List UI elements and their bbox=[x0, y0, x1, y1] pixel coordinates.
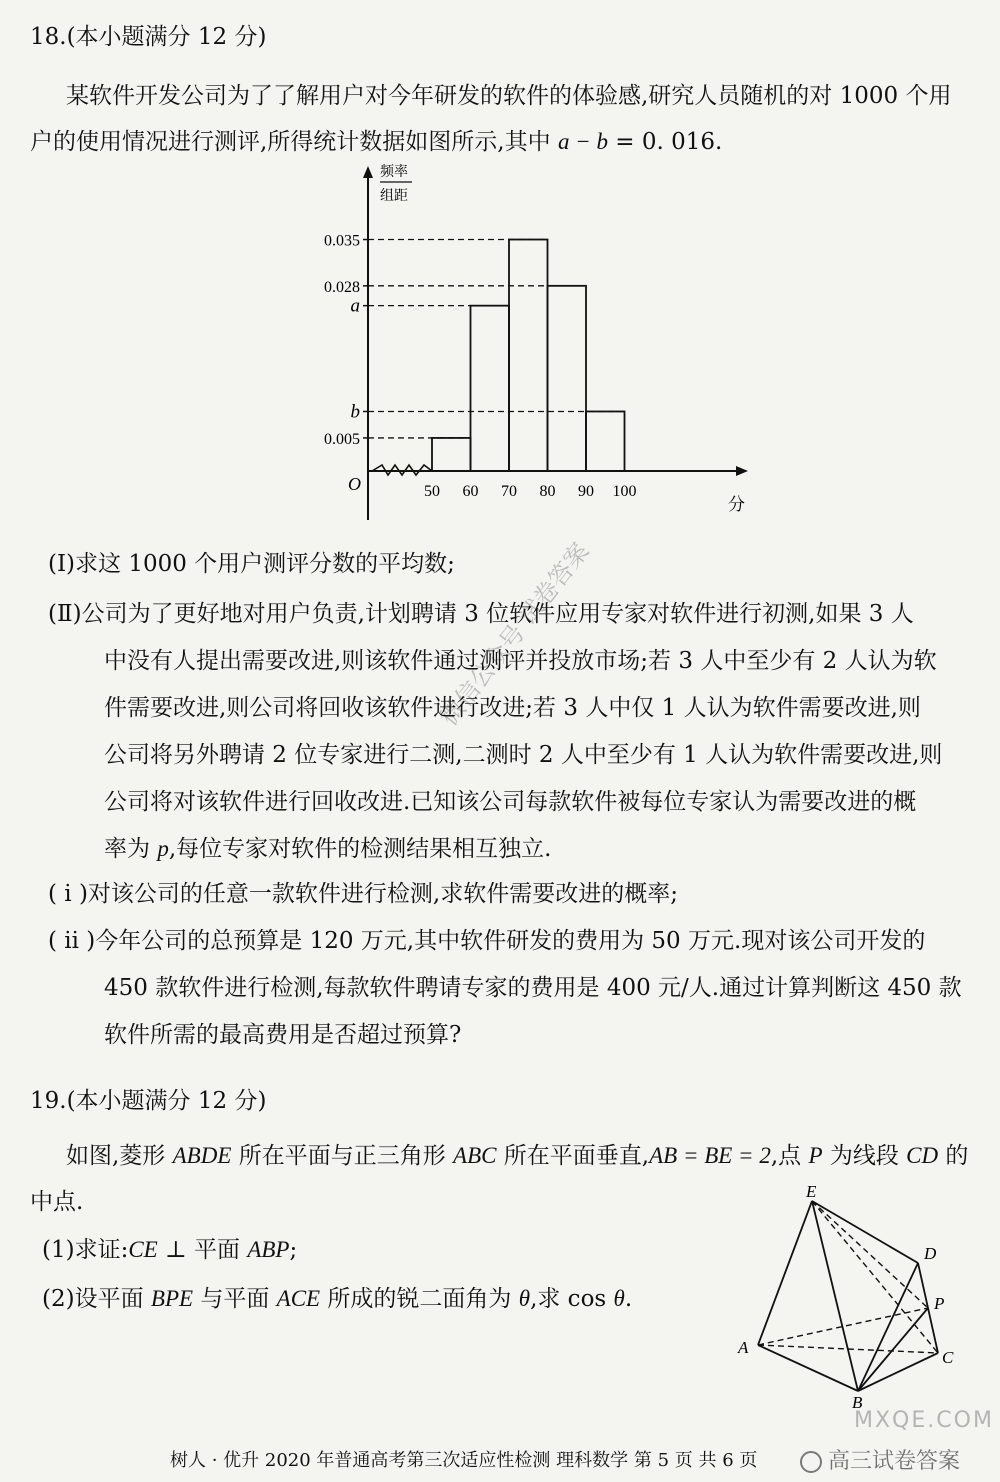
point-label-P: P bbox=[934, 1294, 945, 1313]
q18-part2-line5: 公司将对该软件进行回收改进.已知该公司每款软件被每位专家认为需要改进的概 bbox=[104, 789, 917, 815]
y-tick-label-0.035: 0.035 bbox=[324, 232, 360, 250]
diagonal-watermark: 微信公众号 试卷答案 bbox=[434, 537, 595, 731]
q19-p1-b: ⊥ 平面 bbox=[157, 1237, 248, 1263]
q19-abc: ABC bbox=[453, 1143, 497, 1168]
q18-score-note: (本小题满分 12 分) bbox=[66, 24, 267, 50]
x-axis-arrow bbox=[736, 466, 748, 476]
q18-intro-value: = 0. 016. bbox=[607, 129, 723, 155]
q19-part1 bbox=[42, 1226, 297, 1274]
q18-intro-text: 户的使用情况进行测评,所得统计数据如图所示,其中 bbox=[30, 129, 558, 155]
histogram-bar-90-100 bbox=[586, 411, 625, 471]
histogram-bar-70-80 bbox=[509, 240, 548, 471]
edge-AB bbox=[758, 1345, 858, 1391]
q19-eq: AB = BE = 2 bbox=[649, 1143, 771, 1168]
page-footer: 树人 · 优升 2020 年普通高考第三次适应性检测 理科数学 第 5 页 共 6 页 bbox=[170, 1450, 758, 1471]
q19-p1-ce: CE bbox=[128, 1237, 158, 1262]
y-tick-label-a: a bbox=[350, 295, 360, 317]
y-label-top: 频率 bbox=[380, 165, 408, 180]
x-tick-label-90: 90 bbox=[578, 483, 594, 500]
q18-sub2-line3: 软件所需的最高费用是否超过预算? bbox=[104, 1022, 462, 1048]
watermark-corner-label: 高三试卷答案 bbox=[828, 1449, 961, 1474]
q19-p2-theta: θ bbox=[518, 1286, 531, 1311]
histogram-bar-50-60 bbox=[432, 438, 471, 471]
q18-part2-p: p bbox=[157, 836, 169, 861]
q19-p2-a: (2)设平面 bbox=[42, 1286, 151, 1312]
q18-part2-line4: 公司将另外聘请 2 位专家进行二测,二测时 2 人中至少有 1 人认为软件需要改进,则 bbox=[104, 742, 943, 768]
x-tick-label-50: 50 bbox=[424, 483, 440, 500]
histogram-chart bbox=[300, 160, 760, 530]
q18-number: 18. bbox=[30, 24, 67, 50]
q18-intro-line1: 某软件开发公司为了了解用户对今年研发的软件的体验感,研究人员随机的对 1000 个用 bbox=[66, 83, 952, 109]
origin-label: O bbox=[348, 474, 361, 494]
q19-abde: ABDE bbox=[172, 1143, 232, 1168]
q19-p1-a: (1)求证: bbox=[42, 1237, 129, 1263]
q19-p: P bbox=[808, 1143, 823, 1168]
x-tick-label-60: 60 bbox=[462, 483, 479, 500]
q19-t6: 的 bbox=[938, 1143, 969, 1169]
edge-ED bbox=[812, 1201, 918, 1263]
q18-part2-line1: (Ⅱ)公司为了更好地对用户负责,计划聘请 3 位软件应用专家对软件进行初测,如果 3 人 bbox=[48, 601, 914, 627]
edge-BC bbox=[858, 1353, 938, 1391]
q18-sub2-line1: ( ⅱ )今年公司的总预算是 120 万元,其中软件研发的费用为 50 万元.现对该公司开发的 bbox=[48, 928, 926, 954]
wechat-icon bbox=[800, 1451, 822, 1473]
q19-t5: 为线段 bbox=[822, 1143, 907, 1169]
watermark-corner-text bbox=[800, 1444, 960, 1475]
x-axis-label: 分 bbox=[728, 495, 745, 514]
point-label-C: C bbox=[942, 1348, 954, 1367]
q18-part1: (Ⅰ)求这 1000 个用户测评分数的平均数; bbox=[48, 551, 455, 577]
point-label-A: A bbox=[738, 1338, 749, 1357]
q18-header bbox=[30, 18, 266, 51]
point-label-D: D bbox=[924, 1244, 937, 1263]
watermark-site-text: MXQE.COM bbox=[854, 1408, 994, 1433]
q19-p2-ace: ACE bbox=[276, 1286, 321, 1311]
y-tick-label-0.005: 0.005 bbox=[324, 430, 360, 448]
q19-p2-d: ,求 cos bbox=[530, 1286, 614, 1312]
q19-score-note: (本小题满分 12 分) bbox=[66, 1088, 267, 1114]
x-tick-label-70: 70 bbox=[501, 483, 517, 500]
y-axis-arrow bbox=[363, 166, 373, 178]
point-label-E: E bbox=[806, 1185, 817, 1201]
y-tick-label-0.028: 0.028 bbox=[324, 278, 360, 296]
corner-watermark bbox=[800, 1408, 994, 1480]
q19-p2-bpe: BPE bbox=[150, 1286, 194, 1311]
q18-part2-line6 bbox=[104, 825, 551, 873]
q18-part2-text-a: 率为 bbox=[104, 836, 158, 862]
q19-cd: CD bbox=[906, 1143, 939, 1168]
q18-part2-line2: 中没有人提出需要改进,则该软件通过测评并投放市场;若 3 人中至少有 2 人认为软 bbox=[104, 648, 937, 674]
q19-intro-line1 bbox=[66, 1132, 968, 1180]
q18-sub1: ( ⅰ )对该公司的任意一款软件进行检测,求软件需要改进的概率; bbox=[48, 881, 678, 907]
y-tick-label-b: b bbox=[350, 401, 360, 423]
edge-DB bbox=[858, 1263, 918, 1391]
q18-part2-line3: 件需要改进,则公司将回收该软件进行改进;若 3 人中仅 1 人认为软件需要改进,则 bbox=[104, 695, 921, 721]
geometry-figure bbox=[730, 1185, 970, 1410]
edge-EB bbox=[812, 1201, 858, 1391]
q18-part2-text-b: ,每位专家对软件的检测结果相互独立. bbox=[168, 836, 552, 862]
q18-intro-formula: a − b bbox=[557, 129, 608, 154]
q19-p2-e: . bbox=[624, 1286, 633, 1312]
q19-p1-abp: ABP bbox=[247, 1237, 290, 1262]
histogram-bar-60-70 bbox=[471, 306, 510, 471]
point-label-B: B bbox=[852, 1393, 863, 1410]
q19-part2 bbox=[42, 1275, 632, 1323]
x-tick-label-80: 80 bbox=[539, 483, 556, 500]
x-tick-label-100: 100 bbox=[612, 483, 637, 500]
q19-t4: ,点 bbox=[770, 1143, 809, 1169]
q19-t3: 所在平面垂直, bbox=[496, 1143, 650, 1169]
q19-number: 19. bbox=[30, 1088, 67, 1114]
q19-t2: 所在平面与正三角形 bbox=[231, 1143, 454, 1169]
y-label-bottom: 组距 bbox=[380, 189, 408, 204]
edge-EA bbox=[758, 1201, 812, 1345]
q19-intro-line2: 中点. bbox=[30, 1189, 84, 1215]
q19-p2-c: 所成的锐二面角为 bbox=[320, 1286, 519, 1312]
q19-p2-b: 与平面 bbox=[193, 1286, 277, 1312]
q19-p2-theta2: θ bbox=[613, 1286, 625, 1311]
edge-EP-hidden bbox=[812, 1201, 928, 1308]
q19-t1: 如图,菱形 bbox=[66, 1143, 173, 1169]
q18-sub2-line2: 450 款软件进行检测,每款软件聘请专家的费用是 400 元/人.通过计算判断这 450 款 bbox=[104, 975, 962, 1001]
q19-p1-c: ; bbox=[289, 1237, 298, 1263]
histogram-bar-80-90 bbox=[548, 286, 587, 471]
q19-header bbox=[30, 1082, 266, 1115]
q18-intro-line2 bbox=[30, 118, 722, 166]
